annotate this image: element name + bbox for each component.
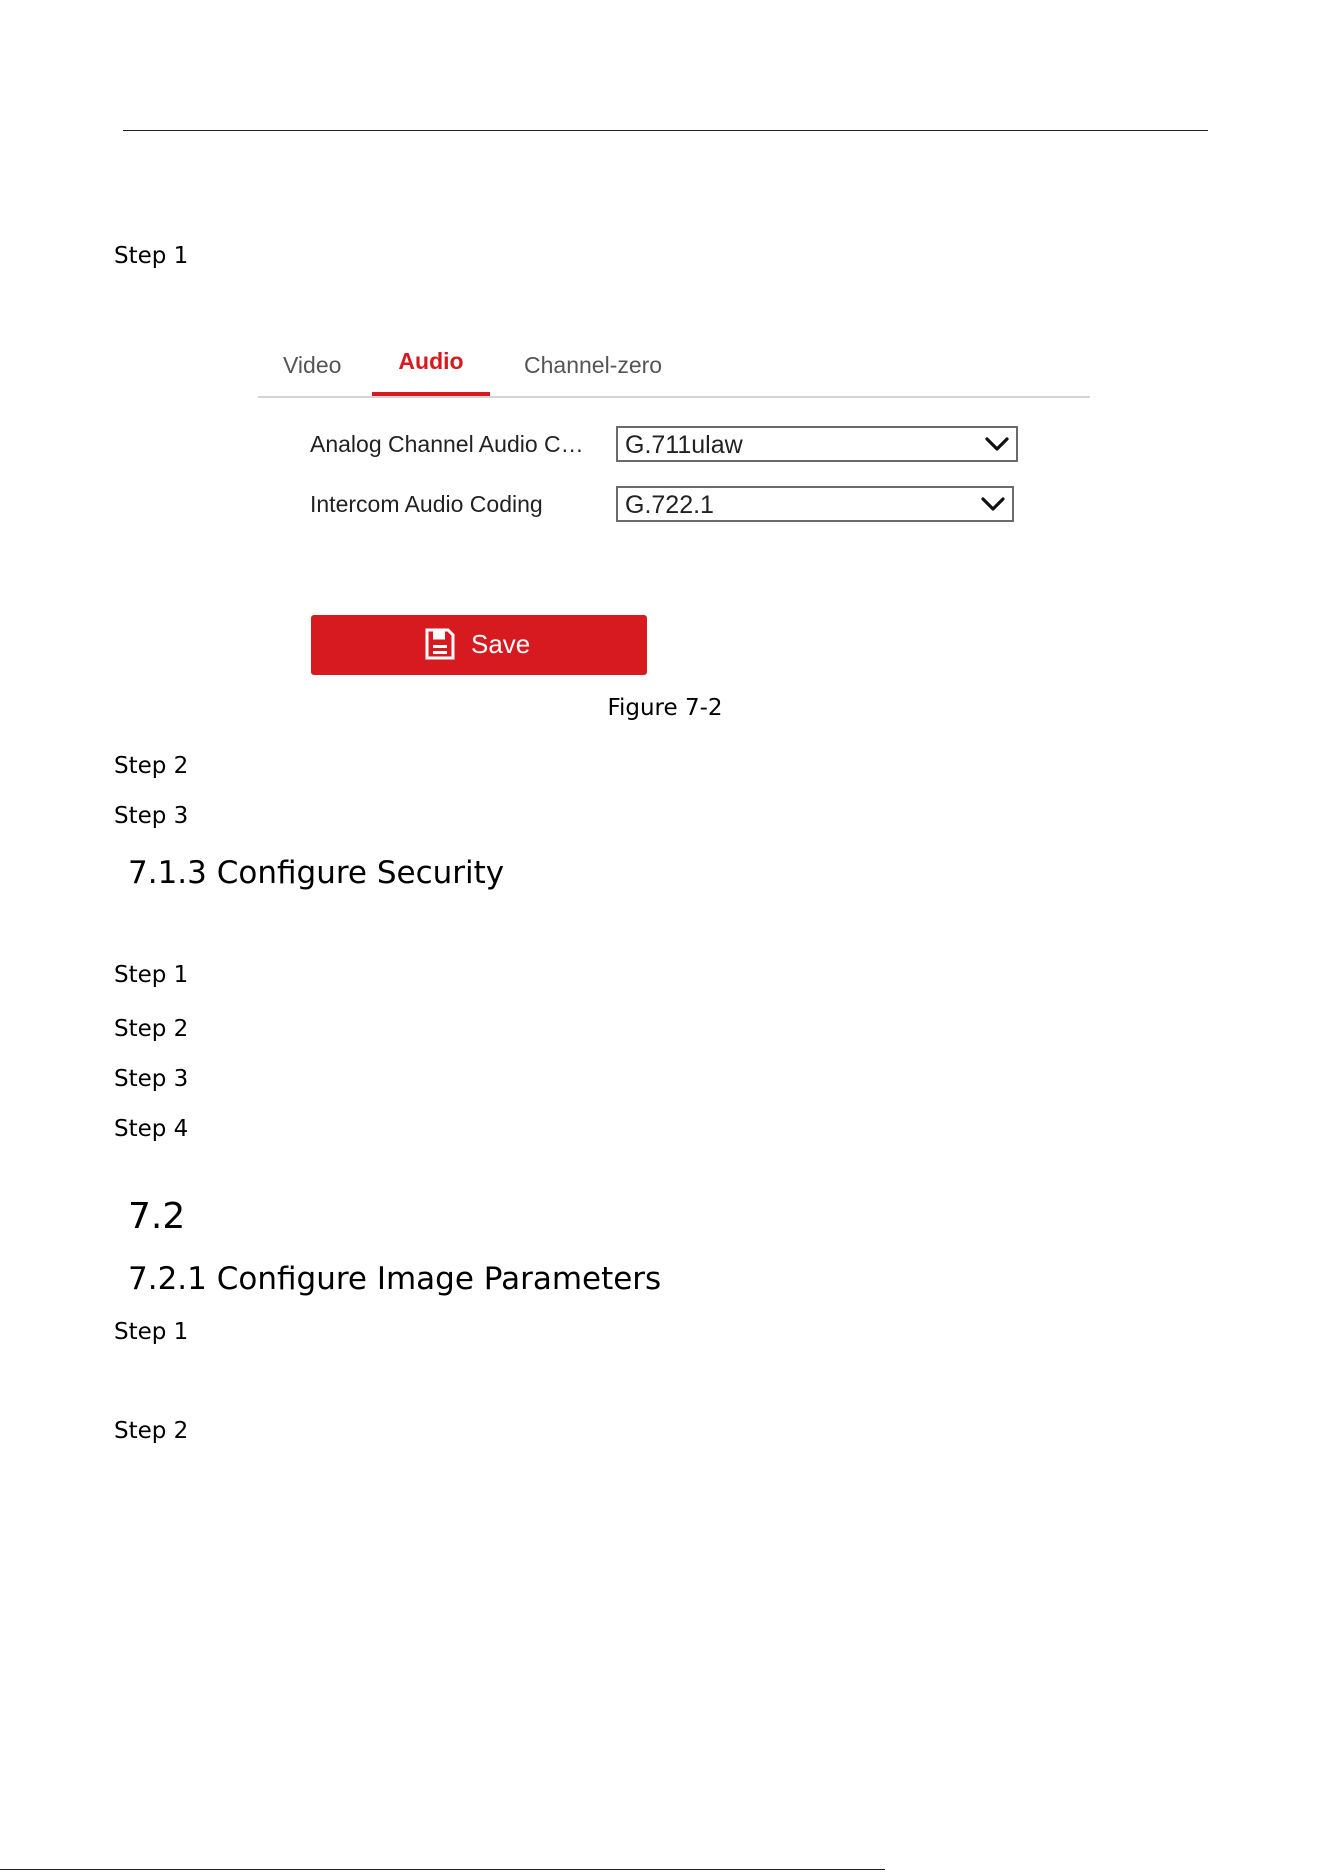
tab-video[interactable]: Video xyxy=(283,352,342,378)
analog-channel-audio-coding-select[interactable] xyxy=(616,426,1018,462)
chapter-heading: 7.2 xyxy=(128,1196,186,1237)
floppy-disk-icon xyxy=(425,628,455,660)
analog-channel-audio-coding-value: G.711ulaw xyxy=(625,431,743,459)
step-label: Step 1 xyxy=(114,243,189,269)
active-tab-indicator xyxy=(372,392,490,396)
section-heading: 7.2.1 Configure Image Parameters xyxy=(128,1261,662,1297)
intercom-audio-coding-select[interactable] xyxy=(616,486,1014,522)
intercom-audio-coding-value: G.722.1 xyxy=(625,491,714,519)
step-label: Step 3 xyxy=(114,803,189,829)
tab-audio[interactable]: Audio xyxy=(398,348,464,374)
chevron-down-icon xyxy=(980,495,1006,513)
audio-settings-figure xyxy=(258,340,1090,680)
header-rule xyxy=(123,130,1208,131)
step-label: Step 3 xyxy=(114,1066,189,1092)
step-label: Step 1 xyxy=(114,962,189,988)
save-button[interactable] xyxy=(311,615,647,675)
tab-bar xyxy=(258,340,1090,398)
step-label: Step 2 xyxy=(114,1418,189,1444)
section-heading: 7.1.3 Configure Security xyxy=(128,855,505,891)
footer-rule xyxy=(0,1869,885,1870)
intercom-audio-coding-label: Intercom Audio Coding xyxy=(310,491,543,517)
figure-caption: Figure 7-2 xyxy=(607,695,723,721)
save-button-label: Save xyxy=(471,629,531,659)
step-label: Step 4 xyxy=(114,1116,189,1142)
step-label: Step 2 xyxy=(114,753,189,779)
step-label: Step 2 xyxy=(114,1016,189,1042)
tab-channel-zero[interactable]: Channel-zero xyxy=(524,352,663,378)
chevron-down-icon xyxy=(984,435,1010,453)
analog-channel-audio-coding-label: Analog Channel Audio C… xyxy=(310,431,584,457)
step-label: Step 1 xyxy=(114,1319,189,1345)
